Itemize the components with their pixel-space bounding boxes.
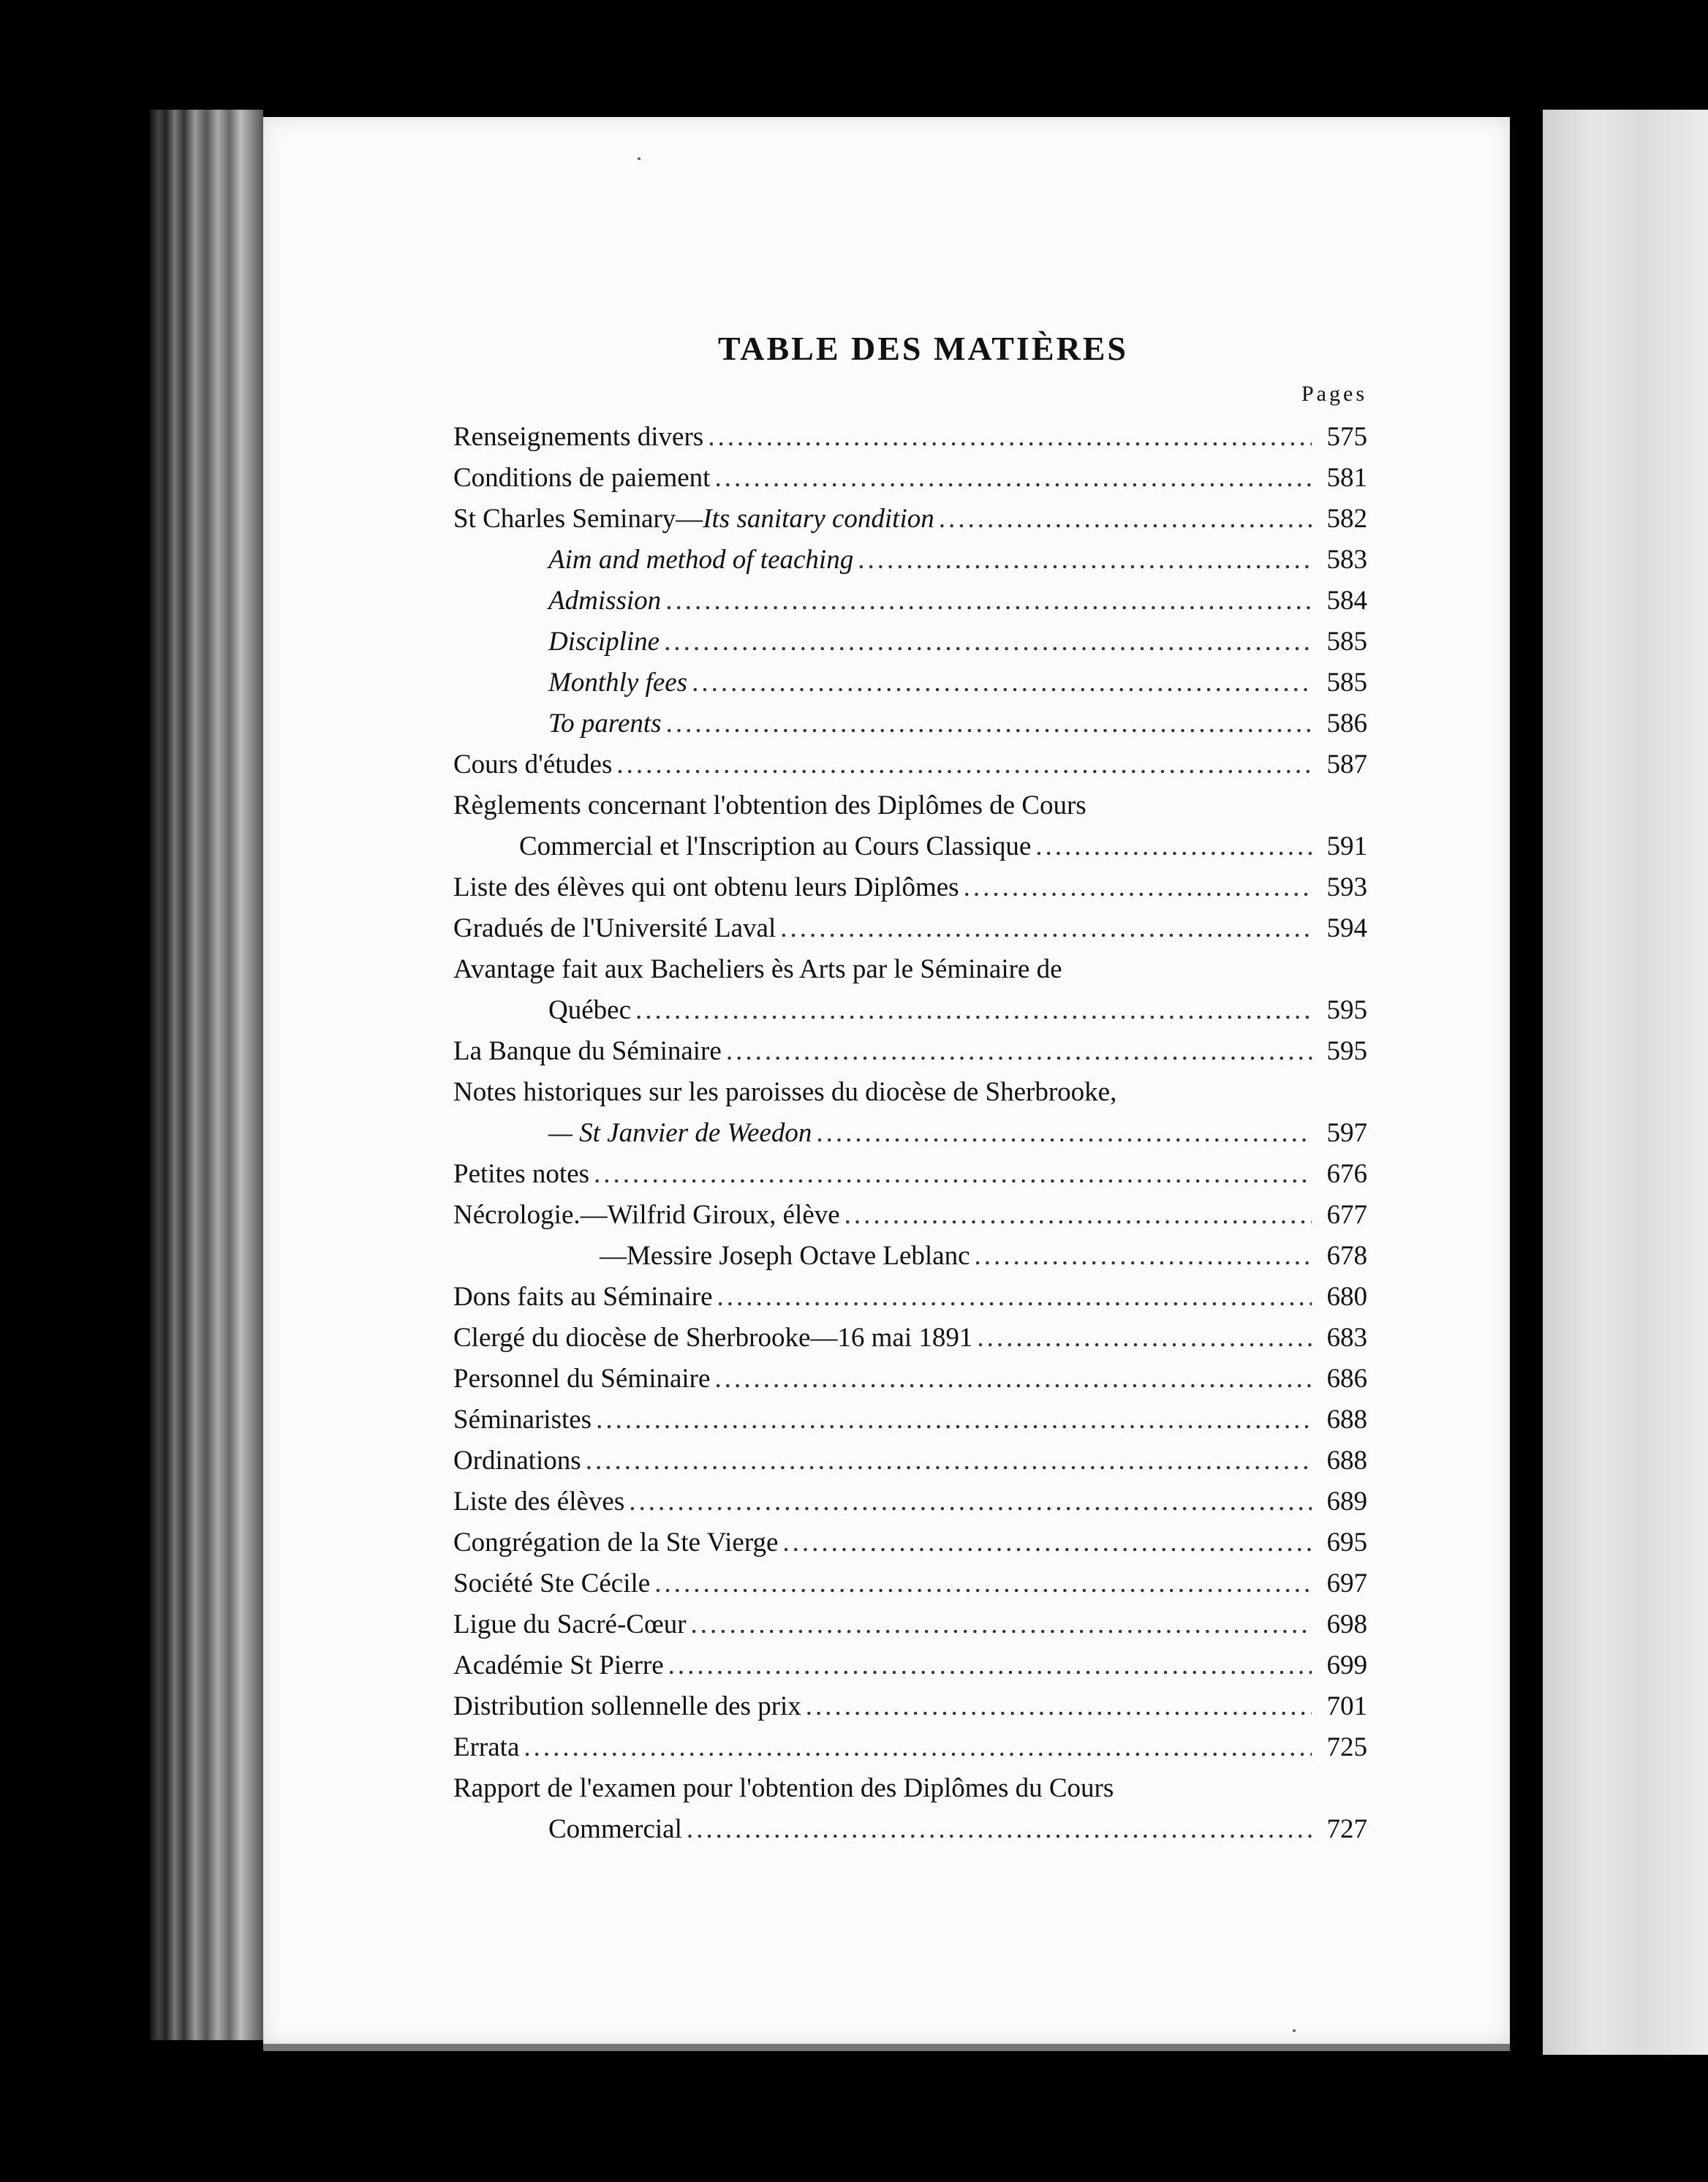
toc-subentry: —Messire Joseph Octave Leblanc ..... 678 <box>453 1236 1367 1277</box>
book-page-edges <box>150 110 263 2040</box>
page-number: 585 <box>1326 627 1367 657</box>
toc-entry: Cours d'études ..... 587 <box>453 744 1367 785</box>
toc-entry: St Charles Seminary—Its sanitary condition ..... 582 <box>453 499 1367 540</box>
page-number: 595 <box>1326 1036 1367 1066</box>
toc-entry: Petites notes ..... 676 <box>453 1154 1367 1195</box>
toc-entry: Académie St Pierre ..... 699 <box>453 1645 1367 1686</box>
toc-entry: Liste des élèves ..... 689 <box>453 1481 1367 1522</box>
toc-entry: Rapport de l'examen pour l'obtention des Diplômes du Cours <box>453 1773 1114 1803</box>
page-number: 591 <box>1326 831 1367 861</box>
toc-entry: Congrégation de la Ste Vierge ..... 695 <box>453 1522 1367 1563</box>
page-number: 581 <box>1326 463 1367 493</box>
toc-entry: Clergé du diocèse de Sherbrooke—16 mai 1891 ..... 683 <box>453 1318 1367 1359</box>
page-number: 575 <box>1326 422 1367 452</box>
page-number: 680 <box>1326 1282 1367 1312</box>
page-title: TABLE DES MATIÈRES <box>718 330 1128 367</box>
toc-entry: Renseignements divers ..... 575 <box>453 417 1367 458</box>
toc-entry: Dons faits au Séminaire ..... 680 <box>453 1277 1367 1318</box>
page-number: 701 <box>1326 1691 1367 1721</box>
page-number: 689 <box>1326 1487 1367 1517</box>
page-number: 727 <box>1326 1814 1367 1844</box>
toc-entry: La Banque du Séminaire ..... 595 <box>453 1031 1367 1072</box>
document-page <box>263 117 1510 2044</box>
toc-entry-continuation: Commercial ..... 727 <box>453 1809 1367 1850</box>
toc-subentry: Admission ..... 584 <box>453 581 1367 622</box>
toc-entry: Nécrologie.—Wilfrid Giroux, élève ..... 677 <box>453 1195 1367 1236</box>
table-of-contents <box>453 417 1367 1850</box>
toc-entry-continuation: Commercial et l'Inscription au Cours Classique ..... 591 <box>453 826 1367 867</box>
toc-subentry: Discipline ..... 585 <box>453 622 1367 662</box>
page-number: 697 <box>1326 1568 1367 1598</box>
page-number: 677 <box>1326 1200 1367 1230</box>
toc-entry: Ligue du Sacré-Cœur ..... 698 <box>453 1604 1367 1645</box>
page-number: 595 <box>1326 995 1367 1025</box>
toc-entry: Séminaristes ..... 688 <box>453 1400 1367 1441</box>
toc-entry: Conditions de paiement ..... 581 <box>453 458 1367 499</box>
page-number: 698 <box>1326 1609 1367 1639</box>
page-number: 597 <box>1326 1118 1367 1148</box>
page-number: 584 <box>1326 586 1367 616</box>
toc-entry: Gradués de l'Université Laval ..... 594 <box>453 908 1367 949</box>
pages-column-header: Pages <box>1301 382 1367 406</box>
toc-entry-continuation: Québec ..... 595 <box>453 990 1367 1031</box>
toc-entry: Errata ..... 725 <box>453 1727 1367 1768</box>
paper-speck <box>638 157 640 160</box>
paper-speck <box>1293 2029 1296 2032</box>
page-number: 676 <box>1326 1159 1367 1189</box>
page-number: 699 <box>1326 1650 1367 1680</box>
page-number: 586 <box>1326 709 1367 739</box>
page-number: 688 <box>1326 1405 1367 1435</box>
toc-entry: Société Ste Cécile ..... 697 <box>453 1563 1367 1604</box>
toc-entry: Règlements concernant l'obtention des Diplômes de Cours <box>453 790 1087 820</box>
page-number: 587 <box>1326 750 1367 779</box>
toc-entry: Ordinations ..... 688 <box>453 1441 1367 1481</box>
toc-entry: Notes historiques sur les paroisses du diocèse de Sherbrooke, <box>453 1077 1117 1107</box>
page-number: 695 <box>1326 1528 1367 1558</box>
facing-page-edge <box>1543 110 1708 2055</box>
toc-entry: Liste des élèves qui ont obtenu leurs Diplômes ..... 593 <box>453 867 1367 908</box>
page-number: 583 <box>1326 545 1367 575</box>
toc-entry: Avantage fait aux Bacheliers ès Arts par le Séminaire de <box>453 954 1062 984</box>
page-number: 678 <box>1326 1241 1367 1271</box>
toc-subentry: Aim and method of teaching ..... 583 <box>453 540 1367 581</box>
toc-subentry: To parents ..... 586 <box>453 703 1367 744</box>
page-number: 683 <box>1326 1323 1367 1353</box>
toc-subentry: Monthly fees ..... 585 <box>453 662 1367 703</box>
toc-entry: Distribution sollennelle des prix ..... 701 <box>453 1686 1367 1727</box>
page-number: 593 <box>1326 872 1367 902</box>
toc-entry: Personnel du Séminaire ..... 686 <box>453 1359 1367 1400</box>
page-number: 686 <box>1326 1364 1367 1394</box>
page-number: 594 <box>1326 913 1367 943</box>
toc-entry-continuation: — St Janvier de Weedon ..... 597 <box>453 1113 1367 1154</box>
page-bottom-edge <box>263 2044 1510 2051</box>
page-number: 725 <box>1326 1732 1367 1762</box>
page-number: 688 <box>1326 1446 1367 1476</box>
page-number: 585 <box>1326 668 1367 698</box>
page-number: 582 <box>1326 504 1367 534</box>
